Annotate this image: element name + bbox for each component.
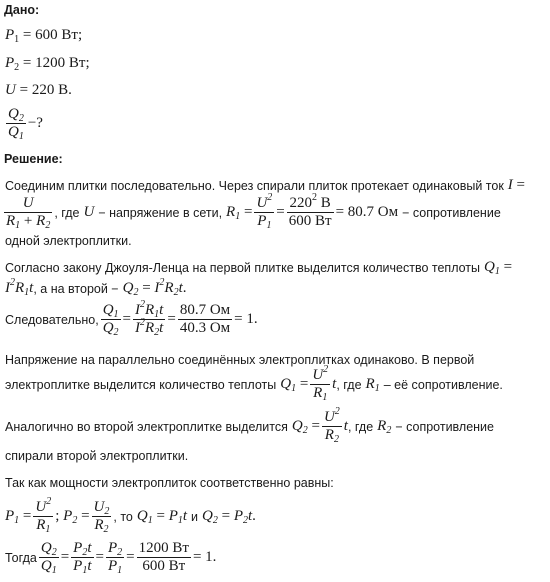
given-u: U = 220 В. (5, 82, 72, 98)
solution-paragraph-4-line-2: электроплитке выделится количество теплоты $Q_1$ = $\frac{U^2}{R_1}$ t , где $R_1$ – её сопротивление. (5, 364, 503, 403)
given-title: Дано: (4, 3, 40, 17)
solution-paragraph-7: $P_1$ = $\frac{U^2}{R_1}$ ; $P_2$ = $\frac{U_2}{R_2}$ , то $Q_1$ = $P_1t$ и $Q_2$ = $P_2t$ . (5, 496, 256, 535)
given-p1: $P_1 = 600$ Вт; (5, 27, 83, 45)
solution-paragraph-4-line-1: Напряжение на параллельно соединённых электроплитках одинаково. В первой (5, 353, 475, 367)
solution-paragraph-1-line-2: $\frac{U}{R_1 + R_2}$ , где U − напряжение в сети, $R_1$ = $\frac{U^2}{P_1}$ = $\frac{220^2 В}{600 Вт}$ = 80.7 Ом − сопротивление (6, 192, 501, 231)
solution-paragraph-2-line-2: $I^2R_1t$ , а на второй − $Q_2$ = $I^2R_2t$ . (5, 277, 187, 298)
solution-paragraph-3: Следовательно, $\frac{Q_1}{Q_2}$ = $\frac{I^2R_1t}{I^2R_2t}$ = $\frac{80.7 Ом}{40.3 Ом}$ = 1. (5, 299, 258, 338)
solution-paragraph-5-line-2: спирали второй электроплитки. (5, 449, 189, 463)
given-p2: $P_2 = 1200$ Вт; (5, 55, 90, 73)
solution-paragraph-1-line-1: Соединим плитки последовательно. Через спирали плиток протекает одинаковый ток I = (5, 177, 526, 193)
solution-title: Решение: (4, 152, 63, 166)
solution-paragraph-1-line-3: одной электроплитки. (5, 234, 132, 248)
solution-paragraph-2-line-1: Согласно закону Джоуля-Ленца на первой плитке выделится количество теплоты $Q_1$ = (5, 259, 513, 277)
given-question: $\frac{Q_2}{Q_1}$ −? (8, 106, 43, 142)
solution-paragraph-8: Тогда $\frac{Q_2}{Q_1}$ = $\frac{P_2t}{P_1t}$ = $\frac{P_2}{P_1}$ = $\frac{1200 Вт}{600 Вт}$ = 1. (5, 540, 217, 576)
solution-paragraph-6: Так как мощности электроплиток соответственно равны: (5, 476, 334, 490)
solution-paragraph-5-line-1: Аналогично во второй электроплитке выделится $Q_2$ = $\frac{U^2}{R_2}$ t , где $R_2$ − сопротивление (5, 406, 494, 445)
